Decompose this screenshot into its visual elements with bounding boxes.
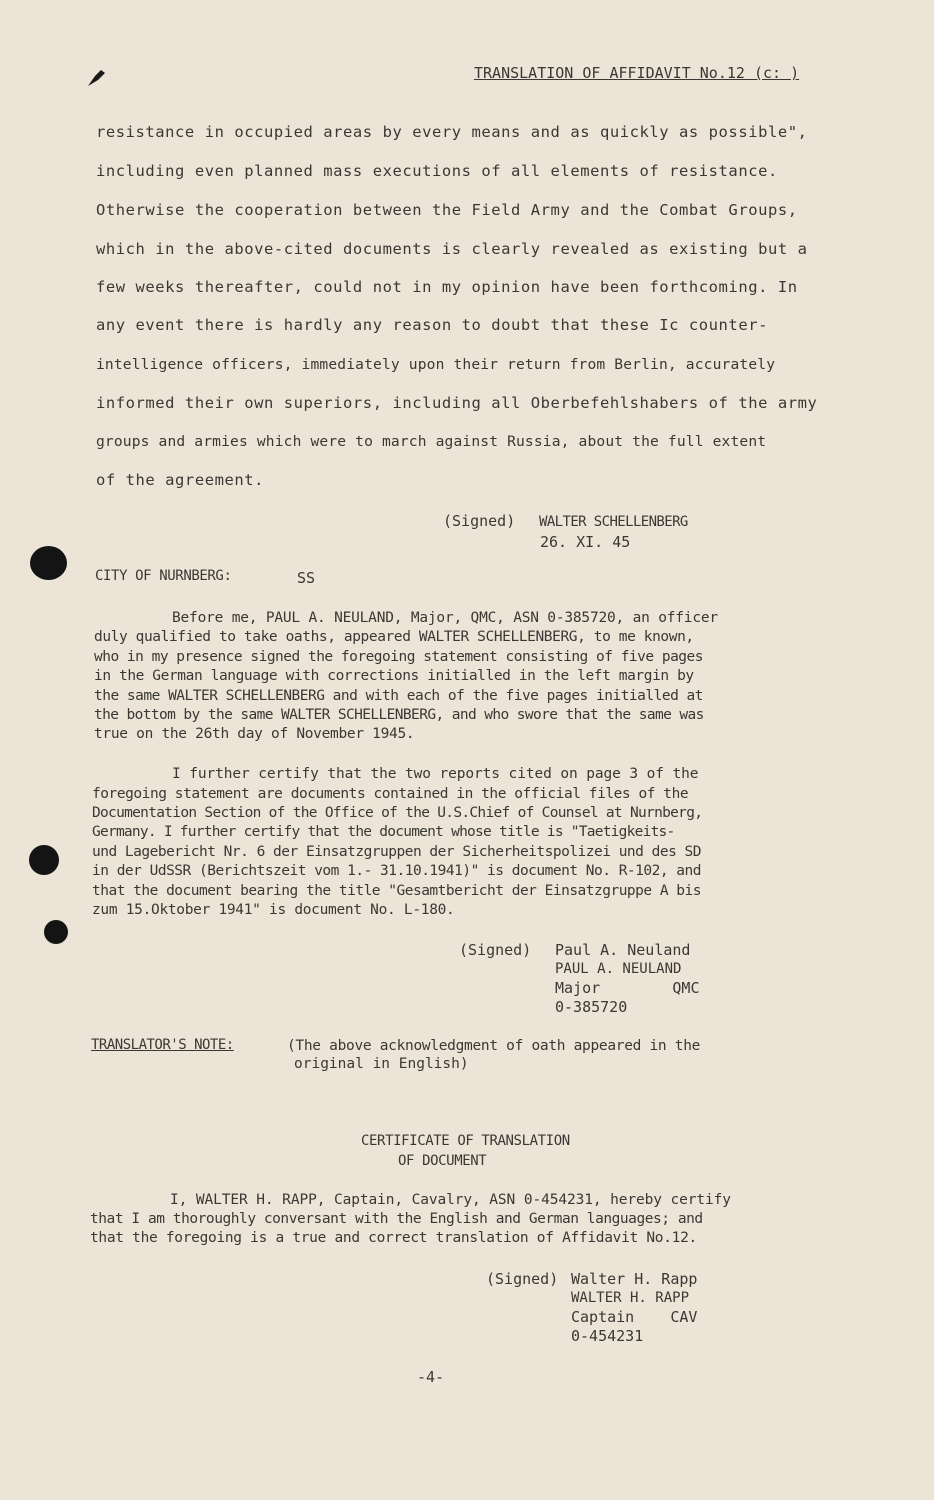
signature-line: Paul A. Neuland (555, 941, 691, 959)
continuation-line: resistance in occupied areas by every means and as quickly as possible", (96, 123, 808, 141)
certificate-line: that I am thoroughly conversant with the English and German languages; and (90, 1211, 703, 1227)
signature-line: Walter H. Rapp (571, 1270, 698, 1288)
certificate-title: CERTIFICATE OF TRANSLATION (361, 1133, 570, 1149)
oath-line: Before me, PAUL A. NEULAND, Major, QMC, ASN 0-385720, an officer (172, 610, 718, 626)
page-header-title: TRANSLATION OF AFFIDAVIT No.12 (c: ) (474, 64, 800, 82)
continuation-line: which in the above-cited documents is clearly revealed as existing but a (96, 240, 808, 258)
page-number: -4- (417, 1368, 445, 1386)
oath-line: in the German language with corrections initialled in the left margin by (94, 668, 694, 684)
punch-hole (29, 845, 59, 875)
continuation-line: Otherwise the cooperation between the Field Army and the Combat Groups, (96, 201, 798, 219)
signer-name: WALTER SCHELLENBERG (539, 514, 688, 530)
signature-line: PAUL A. NEULAND (555, 961, 682, 977)
translator-note-line: (The above acknowledgment of oath appeared in the (287, 1038, 701, 1054)
translator-note-label: TRANSLATOR'S NOTE: (91, 1037, 234, 1053)
signature-line: 0-454231 (571, 1327, 644, 1345)
certify-line: Germany. I further certify that the document whose title is "Taetigkeits- (92, 824, 675, 840)
continuation-line: groups and armies which were to march against Russia, about the full extent (96, 433, 767, 450)
continuation-line: any event there is hardly any reason to doubt that these Ic counter- (96, 316, 768, 334)
signature-line: Captain CAV (571, 1308, 698, 1326)
certificate-subtitle: OF DOCUMENT (398, 1153, 487, 1169)
signature-line: WALTER H. RAPP (571, 1290, 690, 1306)
certify-line: und Lagebericht Nr. 6 der Einsatzgruppen der Sicherheitspolizei und des SD (92, 844, 702, 860)
signature-date: 26. XI. 45 (540, 533, 631, 551)
oath-line: the bottom by the same WALTER SCHELLENBERG, and who swore that the same was (94, 707, 704, 723)
oath-line: true on the 26th day of November 1945. (94, 726, 415, 742)
signed-label: (Signed) (443, 512, 516, 530)
signed-label: (Signed) (459, 941, 532, 959)
certificate-line: that the foregoing is a true and correct translation of Affidavit No.12. (90, 1230, 697, 1246)
certify-line: that the document bearing the title "Gesamtbericht der Einsatzgruppe A bis (92, 883, 702, 899)
certify-line: foregoing statement are documents contained in the official files of the (92, 786, 689, 802)
oath-line: who in my presence signed the foregoing statement consisting of five pages (94, 649, 704, 665)
venue-ss: SS (297, 569, 316, 587)
signature-block-neuland (555, 941, 700, 1017)
signature-block-rapp (571, 1270, 697, 1346)
certify-line: zum 15.Oktober 1941" is document No. L-180. (92, 902, 455, 918)
continuation-line: intelligence officers, immediately upon their return from Berlin, accurately (96, 356, 776, 373)
continuation-line: of the agreement. (96, 471, 264, 489)
punch-hole (44, 920, 68, 944)
continuation-line: including even planned mass executions of all elements of resistance. (96, 162, 778, 180)
continuation-line: few weeks thereafter, could not in my opinion have been forthcoming. In (96, 278, 798, 296)
venue-city: CITY OF NURNBERG: (95, 568, 232, 584)
oath-line: the same WALTER SCHELLENBERG and with each of the five pages initialled at (94, 688, 704, 704)
oath-line: duly qualified to take oaths, appeared WALTER SCHELLENBERG, to me known, (94, 629, 694, 645)
ink-mark-icon (86, 66, 108, 88)
certify-line: Documentation Section of the Office of the U.S.Chief of Counsel at Nurnberg, (92, 805, 703, 821)
certify-line: in der UdSSR (Berichtszeit vom 1.- 31.10.1941)" is document No. R-102, and (92, 863, 702, 879)
certificate-line: I, WALTER H. RAPP, Captain, Cavalry, ASN 0-454231, hereby certify (170, 1192, 731, 1208)
punch-hole (30, 546, 67, 580)
certify-line: I further certify that the two reports cited on page 3 of the (172, 766, 699, 782)
translator-note-line: original in English) (294, 1056, 469, 1072)
signed-label: (Signed) (486, 1270, 559, 1288)
signature-line: 0-385720 (555, 998, 628, 1016)
continuation-line: informed their own superiors, including all Oberbefehlshabers of the army (96, 394, 818, 412)
signature-line: Major QMC (555, 979, 700, 997)
